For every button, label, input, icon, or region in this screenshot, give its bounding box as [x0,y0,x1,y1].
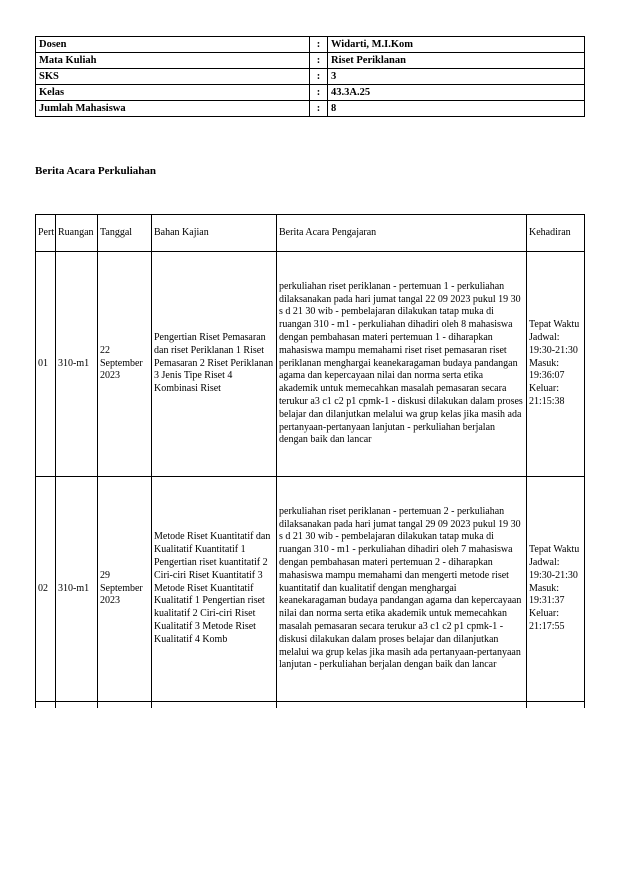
table-row-continuation [36,702,585,709]
info-row-jumlah-mahasiswa [36,101,585,117]
cell-bahan-kajian: Metode Riset Kuantitatif dan Kualitatif Kuantitatif 1 Pengertian riset kuantitatif 2 Ciri-ciri Riset Kuantitatif 3 Metode Riset Kuantitatif Kualitatif 1 Pengertian riset kualitatif 2 Ciri-ciri Riset Kualitatif 3 Metode Riset Kualitatif 4 Komb [152,477,277,702]
cell-pert: 01 [36,252,56,477]
cell-berita-acara: perkuliahan riset periklanan - pertemuan 2 - perkuliahan dilaksanakan pada hari jumat tangal 29 09 2023 pukul 19 30 s d 21 30 wib - pembelajaran dilakukan tatap muka di ruangan 310 - m1 - perkuliahan dihadiri oleh 7 mahasiswa dengan pembahasan materi pertemuan 2 - diharapkan mahasiswa mampu memahami dan mengerti metode riset kuantitatif dan kualitatif dengan menghargai keanekaragaman budaya pandangan agama dan kepercayaan nilai dan norma serta etika akademik untuk memecahkan masalah pemasaran secara terukur a3 c1 c2 p1 cpmk-1 - diskusi dilakukan dalam proses belajar dan dilanjutkan melalui wa grup kelas jika masih ada pertanyaan-pertanyaan lanjutan - perkuliahan berjalan dengan baik dan lancar [277,477,527,702]
info-row-sks [36,69,585,85]
cell-ruangan: 310-m1 [56,252,98,477]
info-row-dosen [36,37,585,53]
header-kehadiran: Kehadiran [527,215,585,252]
info-label: Jumlah Mahasiswa [36,101,310,117]
course-info-table [35,36,585,117]
info-value: Widarti, M.I.Kom [328,37,585,53]
info-value: 3 [328,69,585,85]
table-row [36,477,585,702]
empty-cell [56,702,98,709]
info-colon: : [310,69,328,85]
info-value: 43.3A.25 [328,85,585,101]
info-colon: : [310,85,328,101]
info-label: Kelas [36,85,310,101]
header-bahan-kajian: Bahan Kajian [152,215,277,252]
section-title: Berita Acara Perkuliahan [35,165,156,177]
info-row-mata-kuliah [36,53,585,69]
info-colon: : [310,37,328,53]
cell-berita-acara: perkuliahan riset periklanan - pertemuan 1 - perkuliahan dilaksanakan pada hari jumat tangal 22 09 2023 pukul 19 30 s d 21 30 wib - pembelajaran dilakukan tatap muka di ruangan 310 - m1 - perkuliahan dihadiri oleh 8 mahasiswa dengan pembahasan materi pertemuan 1 - diharapkan mahasiswa mampu memahami riset riset pemasaran riset periklanan menghargai keanekaragaman budaya pandangan agama dan kepercayaan nilai dan norma serta etika akademik untuk memecahkan masalah pemasaran secara terukur a3 c1 c2 p1 cpmk-1 - diskusi dilakukan dalam proses belajar dan dilanjutkan melalui wa grup kelas jika masih ada pertanyaan-pertanyaan lanjutan - perkuliahan berjalan dengan baik dan lancar [277,252,527,477]
empty-cell [277,702,527,709]
info-label: Dosen [36,37,310,53]
info-colon: : [310,101,328,117]
cell-ruangan: 310-m1 [56,477,98,702]
lecture-log-table [35,214,585,708]
cell-tanggal: 29 September 2023 [98,477,152,702]
header-pert: Pert [36,215,56,252]
info-colon: : [310,53,328,69]
info-row-kelas [36,85,585,101]
empty-cell [36,702,56,709]
cell-tanggal: 22 September 2023 [98,252,152,477]
empty-cell [527,702,585,709]
header-berita-acara: Berita Acara Pengajaran [277,215,527,252]
header-tanggal: Tanggal [98,215,152,252]
cell-kehadiran: Tepat Waktu Jadwal: 19:30-21:30 Masuk: 19:31:37 Keluar: 21:17:55 [527,477,585,702]
info-value: 8 [328,101,585,117]
header-ruangan: Ruangan [56,215,98,252]
table-row [36,252,585,477]
cell-kehadiran: Tepat Waktu Jadwal: 19:30-21:30 Masuk: 19:36:07 Keluar: 21:15:38 [527,252,585,477]
cell-bahan-kajian: Pengertian Riset Pemasaran dan riset Periklanan 1 Riset Pemasaran 2 Riset Periklanan 3 Jenis Tipe Riset 4 Kombinasi Riset [152,252,277,477]
cell-pert: 02 [36,477,56,702]
empty-cell [152,702,277,709]
empty-cell [98,702,152,709]
table-header-row [36,215,585,252]
info-label: Mata Kuliah [36,53,310,69]
info-label: SKS [36,69,310,85]
info-value: Riset Periklanan [328,53,585,69]
